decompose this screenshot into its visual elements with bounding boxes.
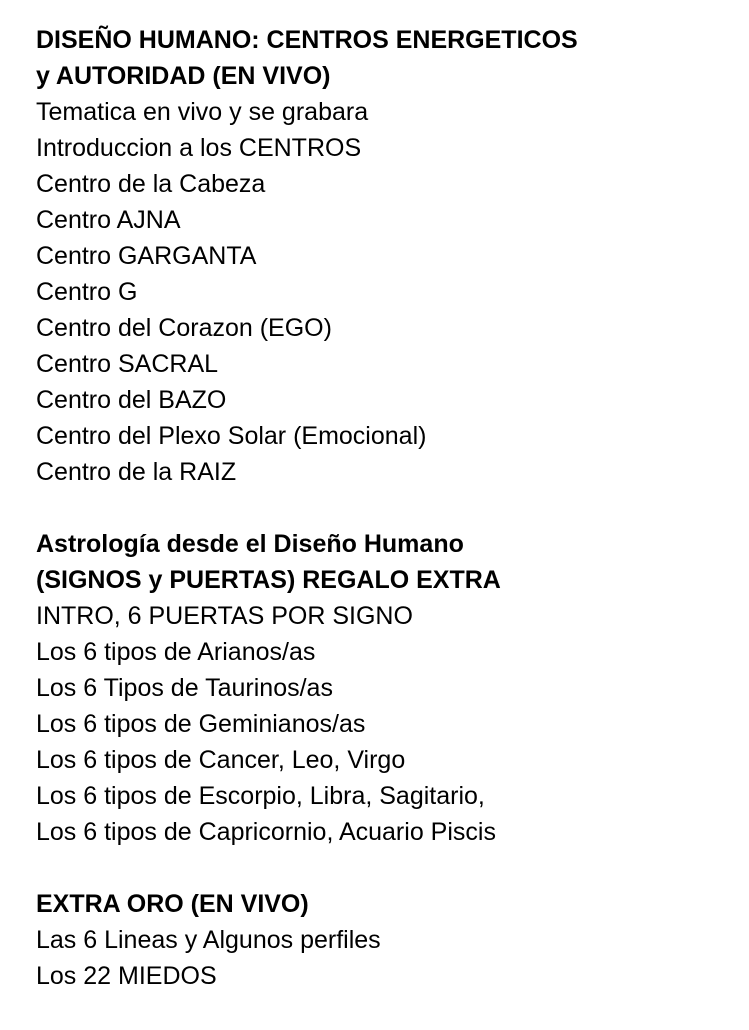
list-item: Las 6 Lineas y Algunos perfiles xyxy=(36,926,381,954)
list-item: Centro del Plexo Solar (Emocional) xyxy=(36,422,427,450)
list-item: Los 22 MIEDOS xyxy=(36,962,217,990)
section-heading-line: EXTRA ORO (EN VIVO) xyxy=(36,890,309,918)
list-item: Los 6 tipos de Arianos/as xyxy=(36,638,316,666)
section-heading-line: DISEÑO HUMANO: CENTROS ENERGETICOS xyxy=(36,26,578,54)
list-item: Los 6 Tipos de Taurinos/as xyxy=(36,674,333,702)
section-extra-oro xyxy=(36,886,736,994)
list-item: Centro G xyxy=(36,278,138,306)
document-body xyxy=(36,22,736,1030)
section-heading-line: y AUTORIDAD (EN VIVO) xyxy=(36,62,331,90)
list-item: Los 6 tipos de Escorpio, Libra, Sagitario, xyxy=(36,782,485,810)
list-item: Los 6 tipos de Geminianos/as xyxy=(36,710,366,738)
list-item: INTRO, 6 PUERTAS POR SIGNO xyxy=(36,602,413,630)
list-item: Centro AJNA xyxy=(36,206,181,234)
list-item: Tematica en vivo y se grabara xyxy=(36,98,369,126)
section-heading-line: (SIGNOS y PUERTAS) REGALO EXTRA xyxy=(36,566,501,594)
section-centros-energeticos xyxy=(36,22,736,490)
section-astrologia xyxy=(36,526,736,850)
list-item: Centro GARGANTA xyxy=(36,242,257,270)
list-item: Centro de la Cabeza xyxy=(36,170,266,198)
list-item: Los 6 tipos de Cancer, Leo, Virgo xyxy=(36,746,406,774)
list-item: Los 6 tipos de Capricornio, Acuario Piscis xyxy=(36,818,496,846)
list-item: Introduccion a los CENTROS xyxy=(36,134,362,162)
list-item: Centro de la RAIZ xyxy=(36,458,237,486)
list-item: Centro SACRAL xyxy=(36,350,219,378)
list-item: Centro del Corazon (EGO) xyxy=(36,314,332,342)
section-heading-line: Astrología desde el Diseño Humano xyxy=(36,530,464,558)
list-item: Centro del BAZO xyxy=(36,386,227,414)
